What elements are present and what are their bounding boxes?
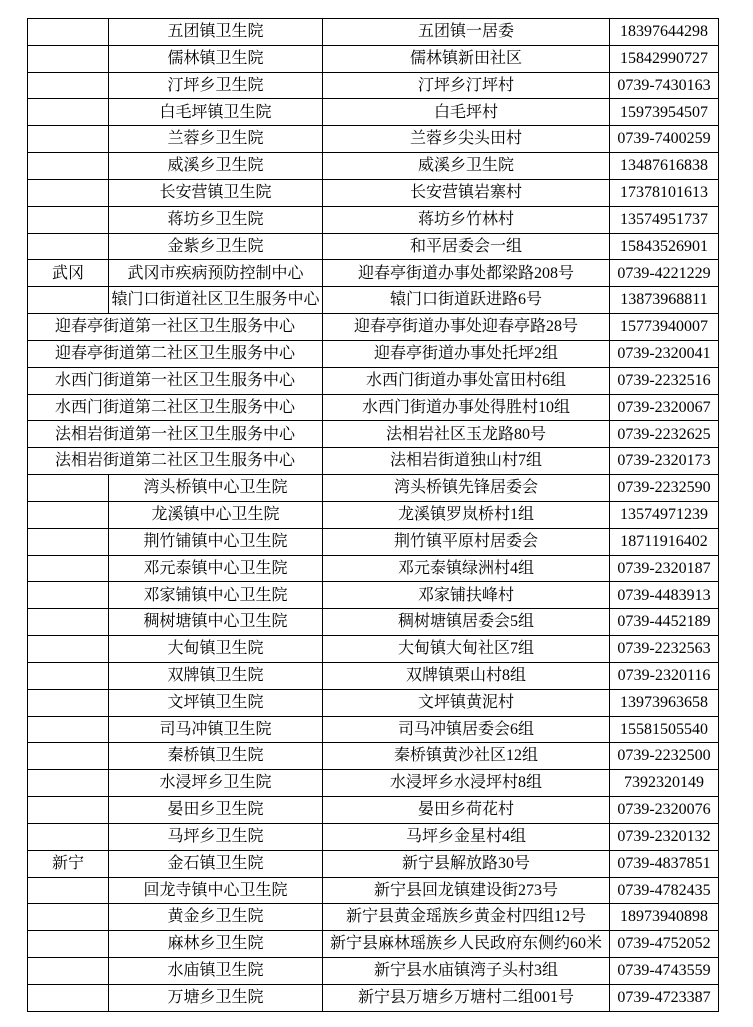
region-cell: 武冈 bbox=[28, 260, 109, 287]
table-row bbox=[28, 689, 719, 716]
table-row bbox=[28, 797, 719, 824]
institution-cell: 白毛坪镇卫生院 bbox=[109, 99, 323, 126]
table-row bbox=[28, 582, 719, 609]
address-cell: 法相岩社区玉龙路80号 bbox=[323, 421, 610, 448]
address-cell: 湾头桥镇先锋居委会 bbox=[323, 475, 610, 502]
table-row bbox=[28, 99, 719, 126]
phone-cell: 0739-2320067 bbox=[610, 394, 719, 421]
phone-cell: 0739-2320041 bbox=[610, 340, 719, 367]
phone-cell: 0739-4221229 bbox=[610, 260, 719, 287]
table-row bbox=[28, 206, 719, 233]
table-row bbox=[28, 555, 719, 582]
institution-cell: 水庙镇卫生院 bbox=[109, 957, 323, 984]
institution-cell: 水浸坪乡卫生院 bbox=[109, 770, 323, 797]
table-row bbox=[28, 45, 719, 72]
phone-cell: 13873968811 bbox=[610, 287, 719, 314]
region-cell bbox=[28, 582, 109, 609]
phone-cell: 0739-2232625 bbox=[610, 421, 719, 448]
table-row bbox=[28, 287, 719, 314]
phone-cell: 15973954507 bbox=[610, 99, 719, 126]
institution-cell: 双牌镇卫生院 bbox=[109, 662, 323, 689]
phone-cell: 0739-4483913 bbox=[610, 582, 719, 609]
region-cell bbox=[28, 501, 109, 528]
phone-cell: 17378101613 bbox=[610, 179, 719, 206]
institution-cell: 金石镇卫生院 bbox=[109, 850, 323, 877]
facility-table-body bbox=[28, 19, 719, 1012]
region-cell bbox=[28, 957, 109, 984]
region-cell bbox=[28, 126, 109, 153]
region-cell bbox=[28, 823, 109, 850]
address-cell: 水浸坪乡水浸坪村8组 bbox=[323, 770, 610, 797]
institution-cell: 马坪乡卫生院 bbox=[109, 823, 323, 850]
phone-cell: 0739-2232590 bbox=[610, 475, 719, 502]
table-row bbox=[28, 501, 719, 528]
address-cell: 和平居委会一组 bbox=[323, 233, 610, 260]
institution-cell: 湾头桥镇中心卫生院 bbox=[109, 475, 323, 502]
table-row bbox=[28, 233, 719, 260]
address-cell: 新宁县黄金瑶族乡黄金村四组12号 bbox=[323, 904, 610, 931]
institution-cell: 麻林乡卫生院 bbox=[109, 931, 323, 958]
region-cell bbox=[28, 45, 109, 72]
address-cell: 儒林镇新田社区 bbox=[323, 45, 610, 72]
region-cell bbox=[28, 179, 109, 206]
phone-cell: 7392320149 bbox=[610, 770, 719, 797]
address-cell: 法相岩街道独山村7组 bbox=[323, 448, 610, 475]
address-cell: 新宁县解放路30号 bbox=[323, 850, 610, 877]
address-cell: 兰蓉乡尖头田村 bbox=[323, 126, 610, 153]
phone-cell: 0739-2320076 bbox=[610, 797, 719, 824]
table-row bbox=[28, 877, 719, 904]
region-cell bbox=[28, 904, 109, 931]
region-cell bbox=[28, 72, 109, 99]
region-cell bbox=[28, 287, 109, 314]
region-cell bbox=[28, 555, 109, 582]
region-cell bbox=[28, 206, 109, 233]
address-cell: 文坪镇黄泥村 bbox=[323, 689, 610, 716]
table-row bbox=[28, 367, 719, 394]
phone-cell: 0739-4782435 bbox=[610, 877, 719, 904]
phone-cell: 0739-2232500 bbox=[610, 743, 719, 770]
table-row bbox=[28, 904, 719, 931]
region-cell bbox=[28, 689, 109, 716]
region-cell bbox=[28, 797, 109, 824]
table-row bbox=[28, 340, 719, 367]
table-row bbox=[28, 314, 719, 341]
phone-cell: 13487616838 bbox=[610, 153, 719, 180]
phone-cell: 13574971239 bbox=[610, 501, 719, 528]
table-row bbox=[28, 716, 719, 743]
address-cell: 白毛坪村 bbox=[323, 99, 610, 126]
phone-cell: 0739-4743559 bbox=[610, 957, 719, 984]
phone-cell: 0739-7430163 bbox=[610, 72, 719, 99]
institution-cell: 稠树塘镇中心卫生院 bbox=[109, 609, 323, 636]
phone-cell: 0739-2232563 bbox=[610, 636, 719, 663]
phone-cell: 0739-4837851 bbox=[610, 850, 719, 877]
address-cell: 秦桥镇黄沙社区12组 bbox=[323, 743, 610, 770]
table-row bbox=[28, 743, 719, 770]
institution-cell: 邓家铺镇中心卫生院 bbox=[109, 582, 323, 609]
phone-cell: 18973940898 bbox=[610, 904, 719, 931]
region-cell bbox=[28, 609, 109, 636]
table-row bbox=[28, 153, 719, 180]
address-cell: 迎春亭街道办事处托坪2组 bbox=[323, 340, 610, 367]
address-cell: 水西门街道办事处得胜村10组 bbox=[323, 394, 610, 421]
address-cell: 蒋坊乡竹林村 bbox=[323, 206, 610, 233]
phone-cell: 15581505540 bbox=[610, 716, 719, 743]
table-row bbox=[28, 528, 719, 555]
region-cell bbox=[28, 770, 109, 797]
address-cell: 新宁县回龙镇建设街273号 bbox=[323, 877, 610, 904]
institution-cell: 法相岩街道第一社区卫生服务中心 bbox=[28, 421, 323, 448]
table-row bbox=[28, 609, 719, 636]
table-row bbox=[28, 260, 719, 287]
region-cell bbox=[28, 636, 109, 663]
institution-cell: 大甸镇卫生院 bbox=[109, 636, 323, 663]
institution-cell: 万塘乡卫生院 bbox=[109, 984, 323, 1011]
region-cell bbox=[28, 662, 109, 689]
address-cell: 稠树塘镇居委会5组 bbox=[323, 609, 610, 636]
institution-cell: 金紫乡卫生院 bbox=[109, 233, 323, 260]
institution-cell: 文坪镇卫生院 bbox=[109, 689, 323, 716]
address-cell: 长安营镇岩寨村 bbox=[323, 179, 610, 206]
address-cell: 迎春亭街道办事处迎春亭路28号 bbox=[323, 314, 610, 341]
institution-cell: 武冈市疾病预防控制中心 bbox=[109, 260, 323, 287]
institution-cell: 秦桥镇卫生院 bbox=[109, 743, 323, 770]
phone-cell: 15843526901 bbox=[610, 233, 719, 260]
table-row bbox=[28, 475, 719, 502]
institution-cell: 蒋坊乡卫生院 bbox=[109, 206, 323, 233]
region-cell bbox=[28, 743, 109, 770]
phone-cell: 15842990727 bbox=[610, 45, 719, 72]
region-cell bbox=[28, 877, 109, 904]
phone-cell: 0739-4452189 bbox=[610, 609, 719, 636]
institution-cell: 迎春亭街道第二社区卫生服务中心 bbox=[28, 340, 323, 367]
address-cell: 双牌镇栗山村8组 bbox=[323, 662, 610, 689]
address-cell: 水西门街道办事处富田村6组 bbox=[323, 367, 610, 394]
address-cell: 马坪乡金星村4组 bbox=[323, 823, 610, 850]
institution-cell: 儒林镇卫生院 bbox=[109, 45, 323, 72]
institution-cell: 司马冲镇卫生院 bbox=[109, 716, 323, 743]
table-row bbox=[28, 179, 719, 206]
table-row bbox=[28, 931, 719, 958]
table-row bbox=[28, 823, 719, 850]
phone-cell: 15773940007 bbox=[610, 314, 719, 341]
address-cell: 迎春亭街道办事处都梁路208号 bbox=[323, 260, 610, 287]
address-cell: 邓元泰镇绿洲村4组 bbox=[323, 555, 610, 582]
institution-cell: 荆竹铺镇中心卫生院 bbox=[109, 528, 323, 555]
phone-cell: 0739-7400259 bbox=[610, 126, 719, 153]
facility-contact-table bbox=[27, 18, 719, 1012]
address-cell: 汀坪乡汀坪村 bbox=[323, 72, 610, 99]
institution-cell: 水西门街道第一社区卫生服务中心 bbox=[28, 367, 323, 394]
phone-cell: 13973963658 bbox=[610, 689, 719, 716]
region-cell bbox=[28, 528, 109, 555]
institution-cell: 迎春亭街道第一社区卫生服务中心 bbox=[28, 314, 323, 341]
institution-cell: 水西门街道第二社区卫生服务中心 bbox=[28, 394, 323, 421]
phone-cell: 0739-2232516 bbox=[610, 367, 719, 394]
region-cell bbox=[28, 153, 109, 180]
institution-cell: 辕门口街道社区卫生服务中心 bbox=[109, 287, 323, 314]
address-cell: 新宁县万塘乡万塘村二组001号 bbox=[323, 984, 610, 1011]
address-cell: 大甸镇大甸社区7组 bbox=[323, 636, 610, 663]
address-cell: 司马冲镇居委会6组 bbox=[323, 716, 610, 743]
phone-cell: 0739-2320132 bbox=[610, 823, 719, 850]
region-cell: 新宁 bbox=[28, 850, 109, 877]
table-row bbox=[28, 850, 719, 877]
institution-cell: 兰蓉乡卫生院 bbox=[109, 126, 323, 153]
table-row bbox=[28, 421, 719, 448]
institution-cell: 邓元泰镇中心卫生院 bbox=[109, 555, 323, 582]
table-row bbox=[28, 448, 719, 475]
phone-cell: 0739-2320173 bbox=[610, 448, 719, 475]
address-cell: 五团镇一居委 bbox=[323, 19, 610, 46]
table-row bbox=[28, 636, 719, 663]
phone-cell: 0739-2320116 bbox=[610, 662, 719, 689]
table-row bbox=[28, 126, 719, 153]
address-cell: 辕门口街道跃进路6号 bbox=[323, 287, 610, 314]
table-row bbox=[28, 394, 719, 421]
phone-cell: 0739-4723387 bbox=[610, 984, 719, 1011]
table-row bbox=[28, 72, 719, 99]
phone-cell: 18397644298 bbox=[610, 19, 719, 46]
phone-cell: 13574951737 bbox=[610, 206, 719, 233]
table-row bbox=[28, 19, 719, 46]
institution-cell: 威溪乡卫生院 bbox=[109, 153, 323, 180]
phone-cell: 18711916402 bbox=[610, 528, 719, 555]
institution-cell: 回龙寺镇中心卫生院 bbox=[109, 877, 323, 904]
region-cell bbox=[28, 716, 109, 743]
table-row bbox=[28, 770, 719, 797]
address-cell: 新宁县麻林瑶族乡人民政府东侧约60米 bbox=[323, 931, 610, 958]
institution-cell: 法相岩街道第二社区卫生服务中心 bbox=[28, 448, 323, 475]
region-cell bbox=[28, 19, 109, 46]
address-cell: 邓家铺扶峰村 bbox=[323, 582, 610, 609]
institution-cell: 龙溪镇中心卫生院 bbox=[109, 501, 323, 528]
region-cell bbox=[28, 233, 109, 260]
phone-cell: 0739-4752052 bbox=[610, 931, 719, 958]
table-row bbox=[28, 662, 719, 689]
region-cell bbox=[28, 99, 109, 126]
institution-cell: 黄金乡卫生院 bbox=[109, 904, 323, 931]
address-cell: 晏田乡荷花村 bbox=[323, 797, 610, 824]
phone-cell: 0739-2320187 bbox=[610, 555, 719, 582]
address-cell: 龙溪镇罗岚桥村1组 bbox=[323, 501, 610, 528]
address-cell: 荆竹镇平原村居委会 bbox=[323, 528, 610, 555]
institution-cell: 长安营镇卫生院 bbox=[109, 179, 323, 206]
address-cell: 新宁县水庙镇湾子头村3组 bbox=[323, 957, 610, 984]
address-cell: 威溪乡卫生院 bbox=[323, 153, 610, 180]
region-cell bbox=[28, 931, 109, 958]
region-cell bbox=[28, 984, 109, 1011]
table-row bbox=[28, 957, 719, 984]
institution-cell: 汀坪乡卫生院 bbox=[109, 72, 323, 99]
table-row bbox=[28, 984, 719, 1011]
institution-cell: 五团镇卫生院 bbox=[109, 19, 323, 46]
region-cell bbox=[28, 475, 109, 502]
institution-cell: 晏田乡卫生院 bbox=[109, 797, 323, 824]
